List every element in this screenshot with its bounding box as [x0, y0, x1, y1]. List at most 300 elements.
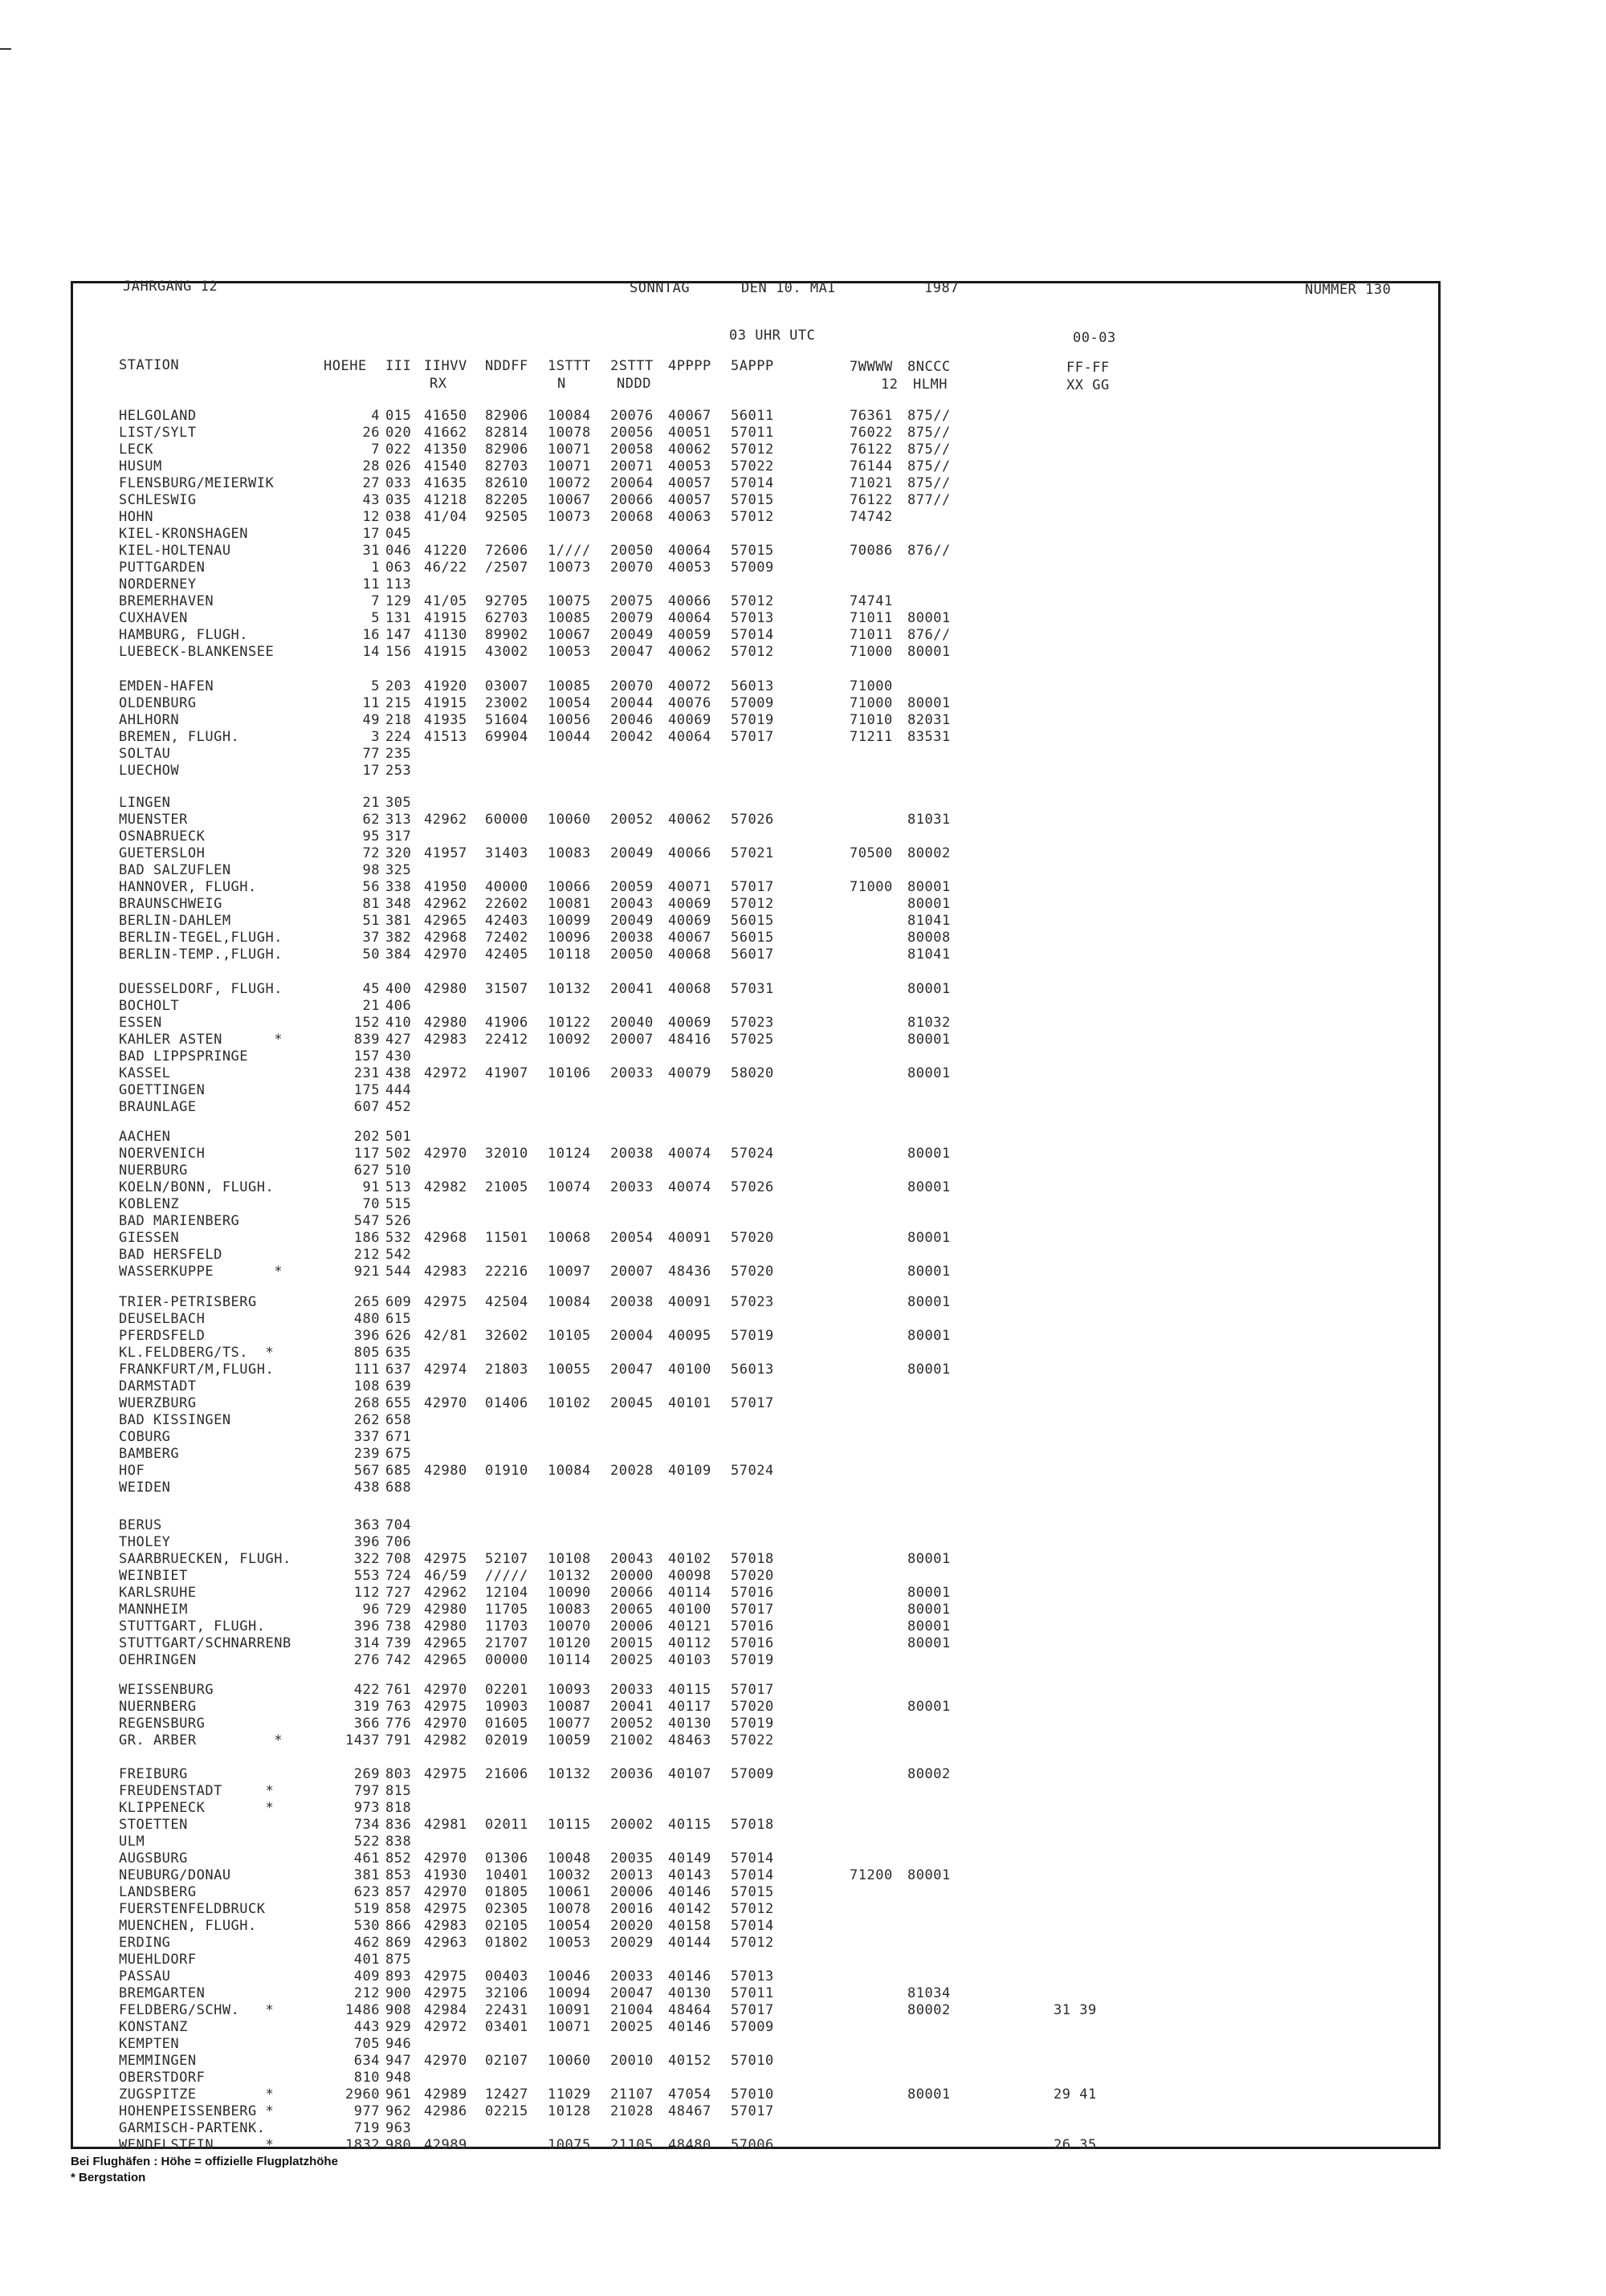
- table-row: [0, 763, 1606, 780]
- station-id: 348: [385, 896, 412, 912]
- group-2sttt: 20075: [610, 593, 654, 609]
- jahrgang-label: JAHRGANG 12: [123, 279, 218, 295]
- station-height: 43: [362, 492, 380, 508]
- group-5appp: 57009: [731, 560, 774, 576]
- group-5appp: 57010: [731, 2053, 774, 2069]
- col-station: STATION: [119, 357, 180, 373]
- station-name: WENDELSTEIN *: [119, 2137, 275, 2153]
- table-row: [0, 1480, 1606, 1496]
- group-7wwww: 76361: [850, 408, 893, 424]
- station-id: 406: [385, 998, 412, 1014]
- group-ihvv: 42982: [424, 1732, 467, 1748]
- col-xx-gg: XX GG: [1066, 377, 1110, 393]
- table-row: [0, 1179, 1606, 1196]
- group-1sttt: 10054: [548, 1918, 591, 1934]
- station-name: OBERSTDORF: [119, 2070, 206, 2086]
- table-row: [0, 593, 1606, 610]
- group-ihvv: 42980: [424, 1015, 467, 1031]
- station-id: 893: [385, 1968, 412, 1985]
- group-8nccc: 875//: [907, 425, 951, 441]
- group-4pppp: 40064: [668, 543, 711, 559]
- station-id: 947: [385, 2053, 412, 2069]
- group-nddff: 02305: [485, 1901, 528, 1917]
- group-1sttt: 10073: [548, 509, 591, 525]
- group-4pppp: 40158: [668, 1918, 711, 1934]
- group-4pppp: 47054: [668, 2086, 711, 2103]
- station-height: 239: [353, 1446, 380, 1462]
- group-1sttt: 10061: [548, 1884, 591, 1900]
- station-name: BAMBERG: [119, 1446, 180, 1462]
- group-1sttt: 10053: [548, 1935, 591, 1951]
- group-7wwww: 76122: [850, 492, 893, 508]
- footnote-airport-height: Bei Flughäfen : Höhe = offizielle Flugplatzhöhe: [71, 2155, 338, 2168]
- group-nddff: /////: [485, 1568, 528, 1584]
- station-id: 510: [385, 1162, 412, 1179]
- station-name: BERLIN-TEGEL,FLUGH.: [119, 930, 283, 946]
- group-2sttt: 20007: [610, 1032, 654, 1048]
- station-name: ERDING: [119, 1935, 171, 1951]
- group-1sttt: 10132: [548, 981, 591, 997]
- group-2sttt: 20049: [610, 913, 654, 929]
- group-4pppp: 48436: [668, 1264, 711, 1280]
- station-name: WASSERKUPPE *: [119, 1264, 283, 1280]
- table-row: [0, 1294, 1606, 1311]
- table-row: [0, 795, 1606, 812]
- station-id: 838: [385, 1834, 412, 1850]
- group-5appp: 57009: [731, 695, 774, 711]
- station-height: 265: [353, 1294, 380, 1310]
- station-name: MEMMINGEN: [119, 2053, 197, 2069]
- station-height: 973: [353, 1800, 380, 1816]
- group-2sttt: 20058: [610, 442, 654, 458]
- station-name: LINGEN: [119, 795, 171, 811]
- group-4pppp: 40069: [668, 896, 711, 912]
- group-1sttt: 10055: [548, 1362, 591, 1378]
- group-nddff: 22412: [485, 1032, 528, 1048]
- table-row: [0, 1585, 1606, 1602]
- group-ihvv: 42970: [424, 946, 467, 963]
- group-ihvv: 42975: [424, 1699, 467, 1715]
- station-height: 81: [362, 896, 380, 912]
- station-height: 96: [362, 1602, 380, 1618]
- group-1sttt: 10072: [548, 475, 591, 491]
- station-name: GR. ARBER *: [119, 1732, 283, 1748]
- station-name: FREIBURG: [119, 1766, 188, 1782]
- table-row: [0, 644, 1606, 661]
- group-8nccc: 80001: [907, 1264, 951, 1280]
- station-height: 157: [353, 1048, 380, 1065]
- group-5appp: 57012: [731, 896, 774, 912]
- group-8nccc: 80001: [907, 1585, 951, 1601]
- station-name: FRANKFURT/M,FLUGH.: [119, 1362, 275, 1378]
- station-height: 461: [353, 1850, 380, 1867]
- station-id: 900: [385, 1985, 412, 2001]
- group-4pppp: 40091: [668, 1294, 711, 1310]
- group-nddff: 01802: [485, 1935, 528, 1951]
- station-height: 1437: [345, 1732, 380, 1748]
- station-height: 28: [362, 458, 380, 474]
- station-id: 980: [385, 2137, 412, 2153]
- group-1sttt: 10075: [548, 593, 591, 609]
- station-id: 708: [385, 1551, 412, 1567]
- group-4pppp: 48463: [668, 1732, 711, 1748]
- station-id: 063: [385, 560, 412, 576]
- group-nddff: 43002: [485, 644, 528, 660]
- table-row: [0, 442, 1606, 458]
- col-ihvv-sub: RX: [430, 376, 447, 392]
- station-id: 869: [385, 1935, 412, 1951]
- group-8nccc: 80001: [907, 1551, 951, 1567]
- station-height: 322: [353, 1551, 380, 1567]
- group-2sttt: 20007: [610, 1264, 654, 1280]
- station-name: KONSTANZ: [119, 2019, 188, 2035]
- station-id: 815: [385, 1783, 412, 1799]
- group-2sttt: 20000: [610, 1568, 654, 1584]
- group-4pppp: 48467: [668, 2103, 711, 2119]
- group-4pppp: 40144: [668, 1935, 711, 1951]
- table-row: [0, 1264, 1606, 1280]
- station-height: 7: [371, 593, 380, 609]
- table-row: [0, 2086, 1606, 2103]
- group-4pppp: 40066: [668, 845, 711, 861]
- group-4pppp: 40069: [668, 1015, 711, 1031]
- group-5appp: 57013: [731, 1968, 774, 1985]
- station-id: 615: [385, 1311, 412, 1327]
- group-2sttt: 20043: [610, 896, 654, 912]
- group-nddff: 31403: [485, 845, 528, 861]
- station-name: HUSUM: [119, 458, 162, 474]
- station-height: 21: [362, 998, 380, 1014]
- table-row: [0, 2137, 1606, 2154]
- table-row: [0, 930, 1606, 946]
- table-row: [0, 1099, 1606, 1116]
- group-nddff: 31507: [485, 981, 528, 997]
- station-name: HELGOLAND: [119, 408, 197, 424]
- group-4pppp: 40072: [668, 678, 711, 694]
- group-nddff: 22216: [485, 1264, 528, 1280]
- group-5appp: 57019: [731, 712, 774, 728]
- station-height: 51: [362, 913, 380, 929]
- group-2sttt: 20006: [610, 1884, 654, 1900]
- group-5appp: 57013: [731, 610, 774, 626]
- station-height: 5: [371, 678, 380, 694]
- group-4pppp: 40068: [668, 981, 711, 997]
- group-4pppp: 40146: [668, 1968, 711, 1985]
- group-nddff: 42405: [485, 946, 528, 963]
- group-5appp: 57025: [731, 1032, 774, 1048]
- col-iii: III: [385, 358, 412, 374]
- group-nddff: 82610: [485, 475, 528, 491]
- group-ihvv: 42980: [424, 1463, 467, 1479]
- date-label: DEN 10. MAI: [741, 280, 837, 296]
- group-5appp: 57018: [731, 1817, 774, 1833]
- group-ihvv: 42975: [424, 1985, 467, 2001]
- group-4pppp: 40114: [668, 1585, 711, 1601]
- group-nddff: 32602: [485, 1328, 528, 1344]
- group-5appp: 57014: [731, 627, 774, 643]
- station-name: CUXHAVEN: [119, 610, 188, 626]
- station-name: OLDENBURG: [119, 695, 197, 711]
- group-1sttt: 10053: [548, 644, 591, 660]
- group-1sttt: 10118: [548, 946, 591, 963]
- group-5appp: 57009: [731, 2019, 774, 2035]
- group-5appp: 56013: [731, 1362, 774, 1378]
- table-row: [0, 2019, 1606, 2036]
- station-height: 3: [371, 729, 380, 745]
- group-4pppp: 40100: [668, 1362, 711, 1378]
- table-row: [0, 458, 1606, 475]
- group-1sttt: 10128: [548, 2103, 591, 2119]
- col-4pppp: 4PPPP: [668, 358, 711, 374]
- group-4pppp: 40076: [668, 695, 711, 711]
- group-ihvv: 41513: [424, 729, 467, 745]
- table-row: [0, 1901, 1606, 1918]
- group-1sttt: 10132: [548, 1568, 591, 1584]
- station-height: 921: [353, 1264, 380, 1280]
- table-row: [0, 2036, 1606, 2053]
- group-1sttt: 10060: [548, 2053, 591, 2069]
- station-id: 544: [385, 1264, 412, 1280]
- station-name: BOCHOLT: [119, 998, 180, 1014]
- group-nddff: 02201: [485, 1682, 528, 1698]
- group-ihvv: 42972: [424, 2019, 467, 2035]
- station-name: HAMBURG, FLUGH.: [119, 627, 249, 643]
- group-5appp: 57017: [731, 2103, 774, 2119]
- group-5appp: 57026: [731, 812, 774, 828]
- station-name: KIEL-KRONSHAGEN: [119, 526, 249, 542]
- station-height: 522: [353, 1834, 380, 1850]
- group-2sttt: 20033: [610, 1682, 654, 1698]
- station-height: 4: [371, 408, 380, 424]
- station-height: 62: [362, 812, 380, 828]
- group-nddff: 82906: [485, 442, 528, 458]
- group-2sttt: 20064: [610, 475, 654, 491]
- group-2sttt: 20036: [610, 1766, 654, 1782]
- group-4pppp: 40149: [668, 1850, 711, 1867]
- group-2sttt: 20066: [610, 1585, 654, 1601]
- station-height: 719: [353, 2120, 380, 2136]
- group-1sttt: 10115: [548, 1817, 591, 1833]
- group-4pppp: 40069: [668, 913, 711, 929]
- group-nddff: 40000: [485, 879, 528, 895]
- station-name: GOETTINGEN: [119, 1082, 206, 1098]
- group-ihvv: 42972: [424, 1065, 467, 1081]
- group-5appp: 57012: [731, 509, 774, 525]
- group-4pppp: 40115: [668, 1817, 711, 1833]
- station-height: 152: [353, 1015, 380, 1031]
- group-ihvv: 42989: [424, 2137, 467, 2153]
- table-row: [0, 1534, 1606, 1551]
- group-2sttt: 20068: [610, 509, 654, 525]
- table-row: [0, 408, 1606, 425]
- group-nddff: 41906: [485, 1015, 528, 1031]
- group-nddff: 72606: [485, 543, 528, 559]
- station-name: KLIPPENECK *: [119, 1800, 275, 1816]
- station-id: 738: [385, 1618, 412, 1634]
- table-row: [0, 1618, 1606, 1635]
- time-label: 03 UHR UTC: [729, 328, 816, 344]
- station-height: 805: [353, 1345, 380, 1361]
- station-name: LUECHOW: [119, 763, 180, 779]
- group-ihvv: 41957: [424, 845, 467, 861]
- group-2sttt: 20038: [610, 1146, 654, 1162]
- table-row: [0, 1635, 1606, 1652]
- station-id: 113: [385, 576, 412, 592]
- station-name: KASSEL: [119, 1065, 171, 1081]
- table-row: [0, 560, 1606, 576]
- station-height: 95: [362, 828, 380, 845]
- group-5appp: 57031: [731, 981, 774, 997]
- group-2sttt: 20050: [610, 946, 654, 963]
- group-1sttt: 10090: [548, 1585, 591, 1601]
- group-nddff: 21803: [485, 1362, 528, 1378]
- group-2sttt: 20076: [610, 408, 654, 424]
- group-2sttt: 20054: [610, 1230, 654, 1246]
- group-nddff: 11703: [485, 1618, 528, 1634]
- station-id: 742: [385, 1652, 412, 1668]
- group-8nccc: 80008: [907, 930, 951, 946]
- group-5appp: 57026: [731, 1179, 774, 1195]
- station-name: STUTTGART, FLUGH.: [119, 1618, 266, 1634]
- group-4pppp: 40062: [668, 812, 711, 828]
- group-4pppp: 40130: [668, 1716, 711, 1732]
- station-height: 634: [353, 2053, 380, 2069]
- station-height: 175: [353, 1082, 380, 1098]
- group-8nccc: 875//: [907, 408, 951, 424]
- station-height: 231: [353, 1065, 380, 1081]
- group-1sttt: 10087: [548, 1699, 591, 1715]
- group-4pppp: 40074: [668, 1179, 711, 1195]
- group-8nccc: 80001: [907, 1618, 951, 1634]
- station-name: FLENSBURG/MEIERWIK: [119, 475, 275, 491]
- group-ihvv: 42975: [424, 1901, 467, 1917]
- station-name: KARLSRUHE: [119, 1585, 197, 1601]
- station-name: FUERSTENFELDBRUCK: [119, 1901, 266, 1917]
- table-row: [0, 1800, 1606, 1817]
- station-height: 530: [353, 1918, 380, 1934]
- station-id: 515: [385, 1196, 412, 1212]
- col-7wwww: 7WWWW: [850, 359, 893, 375]
- table-row: [0, 1602, 1606, 1618]
- col-2sttt: 2STTT: [610, 358, 654, 374]
- group-nddff: 89902: [485, 627, 528, 643]
- station-name: BAD SALZUFLEN: [119, 862, 231, 878]
- group-7wwww: 71011: [850, 610, 893, 626]
- station-height: 480: [353, 1311, 380, 1327]
- group-ihvv: 41915: [424, 644, 467, 660]
- group-ihvv: 41/04: [424, 509, 467, 525]
- group-5appp: 57020: [731, 1568, 774, 1584]
- group-1sttt: 10060: [548, 812, 591, 828]
- group-ihvv: 42981: [424, 1817, 467, 1833]
- group-ihvv: 41662: [424, 425, 467, 441]
- group-5appp: 57017: [731, 1682, 774, 1698]
- group-8nccc: 80001: [907, 610, 951, 626]
- station-height: 269: [353, 1766, 380, 1782]
- table-row: [0, 1378, 1606, 1395]
- group-8nccc: 80001: [907, 1328, 951, 1344]
- group-7wwww: 70086: [850, 543, 893, 559]
- table-row: [0, 509, 1606, 526]
- period-label: 00-03: [1073, 330, 1116, 346]
- station-id: 381: [385, 913, 412, 929]
- table-row: [0, 1196, 1606, 1213]
- group-nddff: 11705: [485, 1602, 528, 1618]
- group-4pppp: 40074: [668, 1146, 711, 1162]
- station-id: 626: [385, 1328, 412, 1344]
- station-id: 410: [385, 1015, 412, 1031]
- group-2sttt: 20071: [610, 458, 654, 474]
- station-id: 026: [385, 458, 412, 474]
- group-nddff: 82906: [485, 408, 528, 424]
- group-8nccc: 80001: [907, 1362, 951, 1378]
- station-id: 803: [385, 1766, 412, 1782]
- group-2sttt: 20056: [610, 425, 654, 441]
- station-id: 635: [385, 1345, 412, 1361]
- station-id: 384: [385, 946, 412, 963]
- group-4pppp: 40059: [668, 627, 711, 643]
- station-id: 131: [385, 610, 412, 626]
- station-name: KOBLENZ: [119, 1196, 180, 1212]
- station-height: 27: [362, 475, 380, 491]
- station-name: BAD KISSINGEN: [119, 1412, 231, 1428]
- group-2sttt: 20038: [610, 1294, 654, 1310]
- station-height: 409: [353, 1968, 380, 1985]
- group-8nccc: 876//: [907, 627, 951, 643]
- group-nddff: 01805: [485, 1884, 528, 1900]
- station-name: STOETTEN: [119, 1817, 188, 1833]
- group-1sttt: 10108: [548, 1551, 591, 1567]
- station-height: 623: [353, 1884, 380, 1900]
- group-5appp: 57006: [731, 2137, 774, 2153]
- col-1sttt-sub: N: [557, 376, 566, 392]
- group-4pppp: 48464: [668, 2002, 711, 2018]
- group-5appp: 57010: [731, 2086, 774, 2103]
- group-ihvv: 41220: [424, 543, 467, 559]
- group-ihvv: 42975: [424, 1968, 467, 1985]
- group-1sttt: 10068: [548, 1230, 591, 1246]
- station-id: 215: [385, 695, 412, 711]
- group-8nccc: 80001: [907, 2086, 951, 2103]
- group-ihvv: 41635: [424, 475, 467, 491]
- station-name: REGENSBURG: [119, 1716, 206, 1732]
- group-8nccc: 80001: [907, 1179, 951, 1195]
- group-nddff: 01910: [485, 1463, 528, 1479]
- station-height: 567: [353, 1463, 380, 1479]
- table-row: [0, 1311, 1606, 1328]
- station-id: 866: [385, 1918, 412, 1934]
- station-height: 50: [362, 946, 380, 963]
- station-id: 253: [385, 763, 412, 779]
- station-id: 875: [385, 1952, 412, 1968]
- group-ihvv: 42965: [424, 1635, 467, 1651]
- group-ihvv: 42980: [424, 981, 467, 997]
- group-1sttt: 10073: [548, 560, 591, 576]
- group-8nccc: 80001: [907, 695, 951, 711]
- group-ihvv: 41920: [424, 678, 467, 694]
- station-name: TRIER-PETRISBERG: [119, 1294, 257, 1310]
- station-name: NOERVENICH: [119, 1146, 206, 1162]
- group-8nccc: 81041: [907, 913, 951, 929]
- group-4pppp: 40095: [668, 1328, 711, 1344]
- station-id: 639: [385, 1378, 412, 1394]
- group-8nccc: 80002: [907, 845, 951, 861]
- group-nddff: 02215: [485, 2103, 528, 2119]
- table-row: [0, 1783, 1606, 1800]
- group-1sttt: 10067: [548, 492, 591, 508]
- table-row: [0, 1766, 1606, 1783]
- table-row: [0, 543, 1606, 560]
